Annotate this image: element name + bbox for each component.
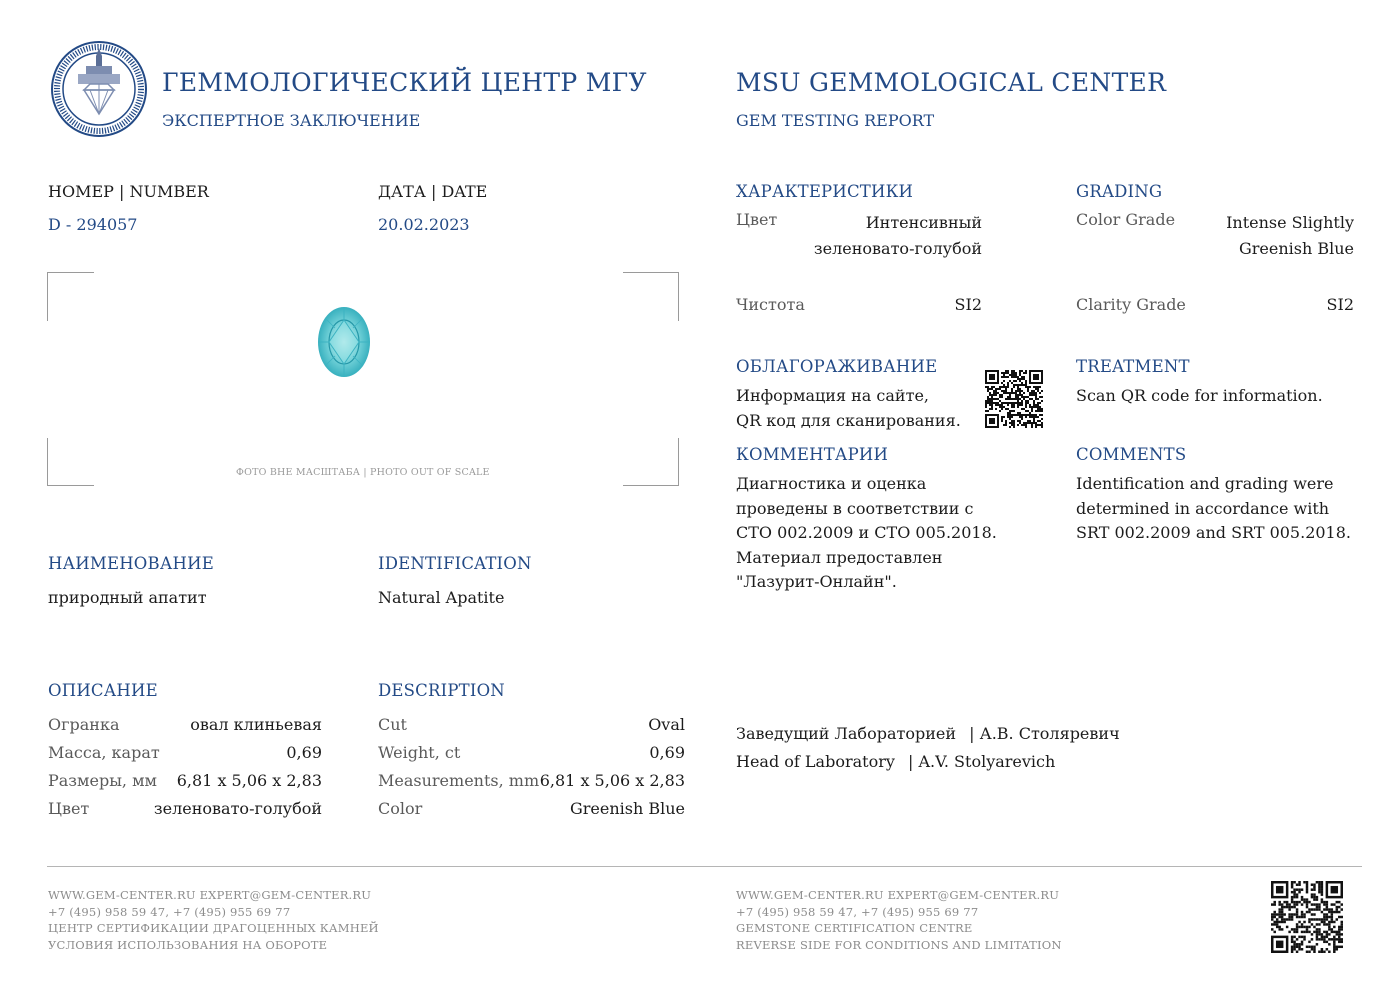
lab-title-en: MSU GEMMOLOGICAL CENTER [736,68,1167,97]
description-heading-ru: ОПИСАНИЕ [48,681,158,700]
signature-ru [736,724,1120,743]
description-key: Cut [378,715,407,734]
color-grade-value-line: Greenish Blue [1238,239,1354,258]
grading-heading-ru: ХАРАКТЕРИСТИКИ [736,182,914,201]
footer-line: +7 (495) 958 59 47, +7 (495) 955 69 77 [736,904,979,919]
qr-code-icon[interactable] [985,370,1043,428]
comment-line: СТО 002.2009 и СТО 005.2018. [736,523,997,542]
comment-line: determined in accordance with [1076,498,1330,518]
report-number-value: D - 294057 [48,215,138,234]
description-value: овал клиньевая [190,715,322,734]
footer-line: +7 (495) 958 59 47, +7 (495) 955 69 77 [48,904,291,919]
lab-title-ru: ГЕММОЛОГИЧЕСКИЙ ЦЕНТР МГУ [162,68,647,97]
report-number-label: НОМЕР | NUMBER [48,182,209,201]
footer-line: REVERSE SIDE FOR CONDITIONS AND LIMITATION [736,937,1062,952]
footer-line: УСЛОВИЯ ИСПОЛЬЗОВАНИЯ НА ОБОРОТЕ [48,937,328,952]
identification-value-en: Natural Apatite [378,588,505,607]
description-key: Цвет [48,799,90,818]
description-value: 6,81 x 5,06 x 2,83 [176,771,322,790]
oval-gem-icon [317,306,371,378]
clarity-grade-key-en: Clarity Grade [1076,295,1186,314]
description-value: зеленовато-голубой [153,799,322,818]
photo-caption: ФОТО ВНЕ МАСШТАБА | PHOTO OUT OF SCALE [236,467,490,478]
description-row [378,743,685,762]
comments-text-en [1076,472,1351,546]
description-key: Weight, ct [378,743,461,762]
grading-heading-en: GRADING [1076,182,1163,201]
identification-heading-en: IDENTIFICATION [378,554,532,573]
footer-line: WWW.GEM-CENTER.RU EXPERT@GEM-CENTER.RU [48,888,372,902]
treatment-line: Информация на сайте, [736,386,929,405]
clarity-grade-value-en: SI2 [1326,295,1354,314]
comments-heading-ru: КОММЕНТАРИИ [736,445,889,464]
qr-code-icon[interactable] [1271,881,1343,953]
description-value: Greenish Blue [569,799,685,818]
clarity-grade-value-ru: SI2 [954,295,982,314]
identification-value-ru: природный апатит [48,588,207,607]
footer-divider [47,866,1362,867]
color-grade-value-line: зеленовато-голубой [813,239,982,258]
comment-line: проведены в соответствии с [736,498,974,518]
frame-corner-top-right [623,272,679,321]
description-row [48,743,322,762]
description-row [48,799,322,818]
description-value: Oval [648,715,685,734]
clarity-grade-key-ru: Чистота [736,295,805,314]
identification-heading-ru: НАИМЕНОВАНИЕ [48,554,214,573]
color-grade-value-line: Интенсивный [865,213,982,232]
signature-role: Head of Laboratory [736,752,895,771]
signature-en [736,752,1055,771]
color-grade-key-ru: Цвет [736,210,778,229]
footer-line: ЦЕНТР СЕРТИФИКАЦИИ ДРАГОЦЕННЫХ КАМНЕЙ [48,921,379,935]
frame-corner-bottom-right [623,438,679,486]
treatment-text-ru [736,384,961,433]
comment-line: "Лазурит-Онлайн". [736,572,897,591]
treatment-text-en: Scan QR code for information. [1076,386,1323,405]
description-row [378,715,685,734]
comment-line: Identification and grading were [1076,474,1334,493]
description-row [48,771,322,790]
description-value: 0,69 [286,743,322,762]
description-key: Color [378,799,423,818]
description-value: 6,81 x 5,06 x 2,83 [539,771,685,790]
description-value: 0,69 [649,743,685,762]
comment-line: Диагностика и оценка [736,474,927,493]
report-date-label: ДАТА | DATE [378,182,488,201]
frame-corner-bottom-left [47,438,94,486]
frame-corner-top-left [47,272,94,321]
description-key: Размеры, мм [48,771,157,790]
signature-name: | А.В. Столяревич [969,724,1120,743]
footer-line: WWW.GEM-CENTER.RU EXPERT@GEM-CENTER.RU [736,888,1060,902]
color-grade-value-line: Intense Slightly [1226,213,1354,232]
color-grade-value-ru [800,210,982,262]
signature-name: | A.V. Stolyarevich [908,752,1056,771]
color-grade-key-en: Color Grade [1076,210,1176,229]
report-subtitle-en: GEM TESTING REPORT [736,111,935,130]
report-subtitle-ru: ЭКСПЕРТНОЕ ЗАКЛЮЧЕНИЕ [162,111,421,130]
comment-line: Материал предоставлен [736,547,943,567]
university-seal-icon [50,40,148,138]
description-row [48,715,322,734]
description-row [378,771,685,790]
footer-info-ru [48,887,379,953]
description-key: Measurements, mm [378,771,540,790]
treatment-heading-ru: ОБЛАГОРАЖИВАНИЕ [736,357,938,376]
description-key: Масса, карат [48,743,160,762]
description-row [378,799,685,818]
comments-text-ru [736,472,997,595]
signature-role: Заведущий Лабораторией [736,724,956,743]
description-key: Огранка [48,715,120,734]
footer-info-en [736,887,1062,953]
treatment-heading-en: TREATMENT [1076,357,1190,376]
comments-heading-en: COMMENTS [1076,445,1187,464]
comment-line: SRT 002.2009 and SRT 005.2018. [1076,523,1351,542]
treatment-line: QR код для сканирования. [736,410,961,430]
color-grade-value-en [1180,210,1354,262]
footer-line: GEMSTONE CERTIFICATION CENTRE [736,921,973,935]
report-date-value: 20.02.2023 [378,215,470,234]
description-heading-en: DESCRIPTION [378,681,505,700]
